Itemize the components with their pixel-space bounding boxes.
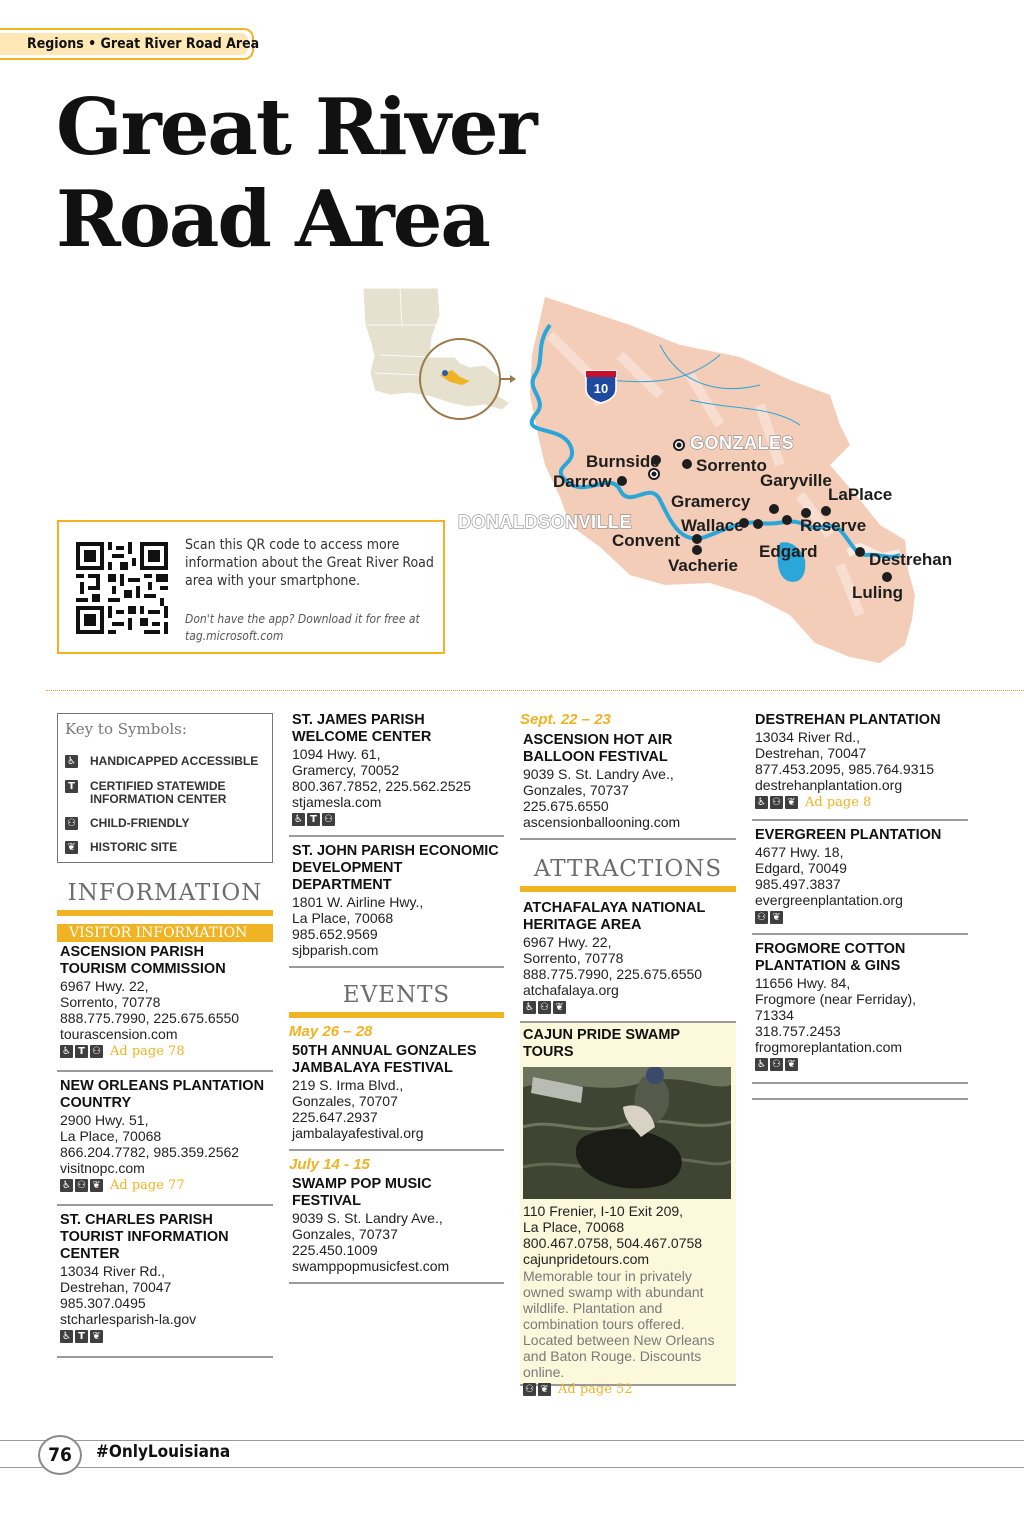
wheelchair-icon: ♿ — [755, 1058, 768, 1071]
featured-cajun-pride-swamp-tours: CAJUN PRIDE SWAMP TOURS 110 Frenier, I-10 Exit 209, La Place, 70068 800.467.0758, 504.467.0758 cajunpridetours.com Memorable tour in privately owned swamp with abundant wildlife. Plantation and combination tours offered. Located between New Orleans and Baton Rouge. Discounts online. ⚇ ❦ Ad page 52 — [520, 1023, 736, 1384]
breadcrumb — [0, 28, 260, 60]
information-section — [57, 880, 273, 1358]
website-link[interactable]: swamppopmusicfest.com — [292, 1258, 450, 1274]
historic-icon: ❦ — [785, 796, 798, 809]
key-item-accessible: ♿ HANDICAPPED ACCESSIBLE — [65, 755, 258, 768]
map-label-destrehan: Destrehan — [869, 550, 953, 569]
wheelchair-icon: ♿ — [65, 755, 78, 768]
section-divider — [46, 690, 1024, 691]
historic-icon: ❦ — [90, 1330, 103, 1343]
key-item-child-friendly: ⚇ CHILD-FRIENDLY — [65, 817, 190, 830]
wheelchair-icon: ♿ — [292, 813, 305, 826]
website-link[interactable]: evergreenplantation.org — [755, 892, 903, 909]
column-4 — [752, 712, 968, 1100]
family-icon: ⚇ — [770, 1058, 783, 1071]
family-icon: ⚇ — [75, 1179, 88, 1192]
listing-atchafalaya-heritage-area: ATCHAFALAYA NATIONAL HERITAGE AREA 6967 Hwy. 22, Sorrento, 70778 888.775.7990, 225.675.6550 atchafalaya.org ♿ ⚇ ❦ — [520, 892, 736, 1021]
visitor-info-subheading: VISITOR INFORMATION — [57, 924, 273, 942]
page-number: 76 — [38, 1435, 82, 1475]
listing-frogmore-plantation: FROGMORE COTTON PLANTATION & GINS 11656 Hwy. 84, Frogmore (near Ferriday), 71334 318.757.2453 frogmoreplantation.com ♿ ⚇ ❦ — [752, 935, 968, 1082]
information-heading: INFORMATION — [67, 880, 263, 906]
ad-page-ref[interactable]: Ad page 77 — [110, 1178, 185, 1194]
family-icon: ⚇ — [538, 1001, 551, 1014]
map-label-sorrento: Sorrento — [696, 456, 767, 475]
map-label-vacherie: Vacherie — [668, 556, 738, 575]
website-link[interactable]: visitnopc.com — [60, 1160, 145, 1177]
family-icon: ⚇ — [523, 1383, 536, 1396]
attractions-heading: ATTRACTIONS — [533, 856, 723, 882]
key-item-info-center: T CERTIFIED STATEWIDE INFORMATION CENTER — [65, 780, 250, 806]
map-label-gonzales: GONZALES — [690, 433, 795, 453]
info-icon: T — [75, 1045, 88, 1058]
map-label-luling: Luling — [852, 583, 903, 602]
map-label-laplace: LaPlace — [828, 485, 893, 504]
historic-icon: ❦ — [65, 841, 78, 854]
column-2 — [289, 712, 504, 1284]
footer-rule-top — [0, 1440, 1024, 1441]
listing-st-john-economic-dev: ST. JOHN PARISH ECONOMIC DEVELOPMENT DEPARTMENT 1801 W. Airline Hwy., La Place, 70068 985.652.9569 sjbparish.com — [289, 837, 504, 966]
page-title-line-2: Road Area — [56, 174, 489, 265]
event-date: July 14 - 15 — [289, 1156, 370, 1173]
listing-st-charles-tourist-center: ST. CHARLES PARISH TOURIST INFORMATION CENTER 13034 River Rd., Destrehan, 70047 985.307.0495 stcharlesparish-la.gov ♿ T ❦ — [57, 1206, 273, 1356]
featured-description: Memorable tour in privately owned swamp with abundant wildlife. Plantation and combination tours offered. Located between New Orleans and Baton Rouge. Discounts online. — [523, 1268, 715, 1380]
family-icon: ⚇ — [90, 1045, 103, 1058]
map-label-convent: Convent — [612, 531, 680, 550]
info-icon: T — [75, 1330, 88, 1343]
event-hot-air-balloon-festival: Sept. 22 – 23 ASCENSION HOT AIR BALLOON FESTIVAL 9039 S. St. Landry Ave., Gonzales, 70737 225.675.6550 ascensionballooning.com — [520, 712, 736, 838]
wheelchair-icon: ♿ — [60, 1045, 73, 1058]
wheelchair-icon: ♿ — [755, 796, 768, 809]
listing-st-james-welcome-center: ST. JAMES PARISH WELCOME CENTER 1094 Hwy. 61, Gramercy, 70052 800.367.7852, 225.562.2525 stjamesla.com ♿ T ⚇ — [289, 712, 504, 835]
rule — [752, 1098, 968, 1100]
rule — [289, 1282, 504, 1284]
event-date: May 26 – 28 — [289, 1023, 373, 1040]
map-label-donaldsonville: DONALDSONVILLE — [458, 512, 633, 532]
family-icon: ⚇ — [322, 813, 335, 826]
symbol-key-title: Key to Symbols: — [65, 720, 187, 738]
swamp-tour-photo — [523, 1067, 731, 1199]
event-swamp-pop-festival: July 14 - 15 SWAMP POP MUSIC FESTIVAL 9039 S. St. Landry Ave., Gonzales, 70737 225.450.1009 swamppopmusicfest.com — [289, 1151, 504, 1282]
website-link[interactable]: atchafalaya.org — [523, 982, 619, 998]
region-map — [360, 285, 1024, 670]
qr-app-note: Don't have the app? Download it for free at tag.microsoft.com — [185, 612, 420, 643]
event-jambalaya-festival: May 26 – 28 50TH ANNUAL GONZALES JAMBALAYA FESTIVAL 219 S. Irma Blvd., Gonzales, 70707 225.647.2937 jambalayafestival.org — [289, 1018, 504, 1149]
website-link[interactable]: ascensionballooning.com — [523, 814, 681, 830]
qr-callout — [57, 520, 445, 654]
interstate-number: 10 — [593, 381, 609, 396]
wheelchair-icon: ♿ — [60, 1330, 73, 1343]
map-label-burnside: Burnside — [586, 452, 660, 471]
listing-destrehan-plantation: DESTREHAN PLANTATION 13034 River Rd., Destrehan, 70047 877.453.2095, 985.764.9315 destrehanplantation.org ♿ ⚇ ❦ Ad page 8 — [752, 712, 968, 819]
map-label-garyville: Garyville — [760, 471, 832, 490]
column-3 — [520, 711, 736, 1398]
family-icon: ⚇ — [65, 817, 78, 830]
historic-icon: ❦ — [785, 1058, 798, 1071]
map-label-darrow: Darrow — [553, 472, 612, 491]
qr-code-icon[interactable] — [76, 542, 168, 634]
website-link[interactable]: destrehanplantation.org — [755, 777, 903, 793]
interstate-shield-icon — [586, 371, 616, 403]
breadcrumb-text: Regions • Great River Road Area — [27, 36, 260, 52]
website-link[interactable]: sjbparish.com — [292, 942, 379, 958]
website-link[interactable]: frogmoreplantation.com — [755, 1039, 903, 1056]
ad-page-ref[interactable]: Ad page 52 — [558, 1382, 633, 1398]
family-icon: ⚇ — [770, 796, 783, 809]
events-heading: EVENTS — [342, 982, 451, 1008]
listing-new-orleans-plantation-country: NEW ORLEANS PLANTATION COUNTRY 2900 Hwy. 51, La Place, 70068 866.204.7782, 985.359.2562 visitnopc.com ♿ ⚇ ❦ Ad page 77 — [57, 1072, 273, 1204]
website-link[interactable]: jambalayafestival.org — [292, 1125, 424, 1141]
info-icon: T — [65, 780, 78, 793]
event-date: Sept. 22 – 23 — [520, 711, 611, 728]
footer-rule-bottom — [0, 1467, 1024, 1468]
rule — [57, 1356, 273, 1358]
map-label-reserve: Reserve — [800, 516, 867, 535]
symbol-key — [57, 713, 273, 863]
footer-hashtag: #OnlyLouisiana — [96, 1442, 231, 1462]
page-title-line-1: Great River — [56, 82, 536, 173]
map-label-wallace: Wallace — [681, 516, 744, 535]
map-label-edgard: Edgard — [759, 542, 818, 561]
website-link[interactable]: stjamesla.com — [292, 794, 382, 810]
website-link[interactable]: stcharlesparish-la.gov — [60, 1311, 197, 1328]
rule — [289, 966, 504, 968]
page-title — [56, 82, 536, 266]
key-item-historic: ❦ HISTORIC SITE — [65, 841, 177, 854]
map-label-gramercy: Gramercy — [671, 492, 751, 511]
wheelchair-icon: ♿ — [60, 1179, 73, 1192]
historic-icon: ❦ — [538, 1383, 551, 1396]
family-icon: ⚇ — [755, 911, 768, 924]
listing-evergreen-plantation: EVERGREEN PLANTATION 4677 Hwy. 18, Edgard, 70049 985.497.3837 evergreenplantation.org ⚇ ❦ — [752, 821, 968, 933]
listing-ascension-tourism: ASCENSION PARISH TOURISM COMMISSION 6967 Hwy. 22, Sorrento, 70778 888.775.7990, 225.675.6550 tourascension.com ♿ T ⚇ Ad page 78 — [57, 942, 273, 1070]
historic-icon: ❦ — [553, 1001, 566, 1014]
heading-bar — [57, 910, 273, 916]
historic-icon: ❦ — [90, 1179, 103, 1192]
website-link[interactable]: tourascension.com — [60, 1026, 178, 1042]
rule — [752, 1082, 968, 1084]
ad-page-ref[interactable]: Ad page 8 — [805, 795, 872, 811]
ad-page-ref[interactable]: Ad page 78 — [110, 1044, 185, 1060]
louisiana-inset — [363, 288, 516, 419]
wheelchair-icon: ♿ — [523, 1001, 536, 1014]
info-icon: T — [307, 813, 320, 826]
website-link[interactable]: cajunpridetours.com — [523, 1251, 650, 1267]
rule — [520, 838, 736, 840]
qr-instructions: Scan this QR code to access more information about the Great River Road area with your smartphone. — [185, 537, 434, 589]
historic-icon: ❦ — [770, 911, 783, 924]
